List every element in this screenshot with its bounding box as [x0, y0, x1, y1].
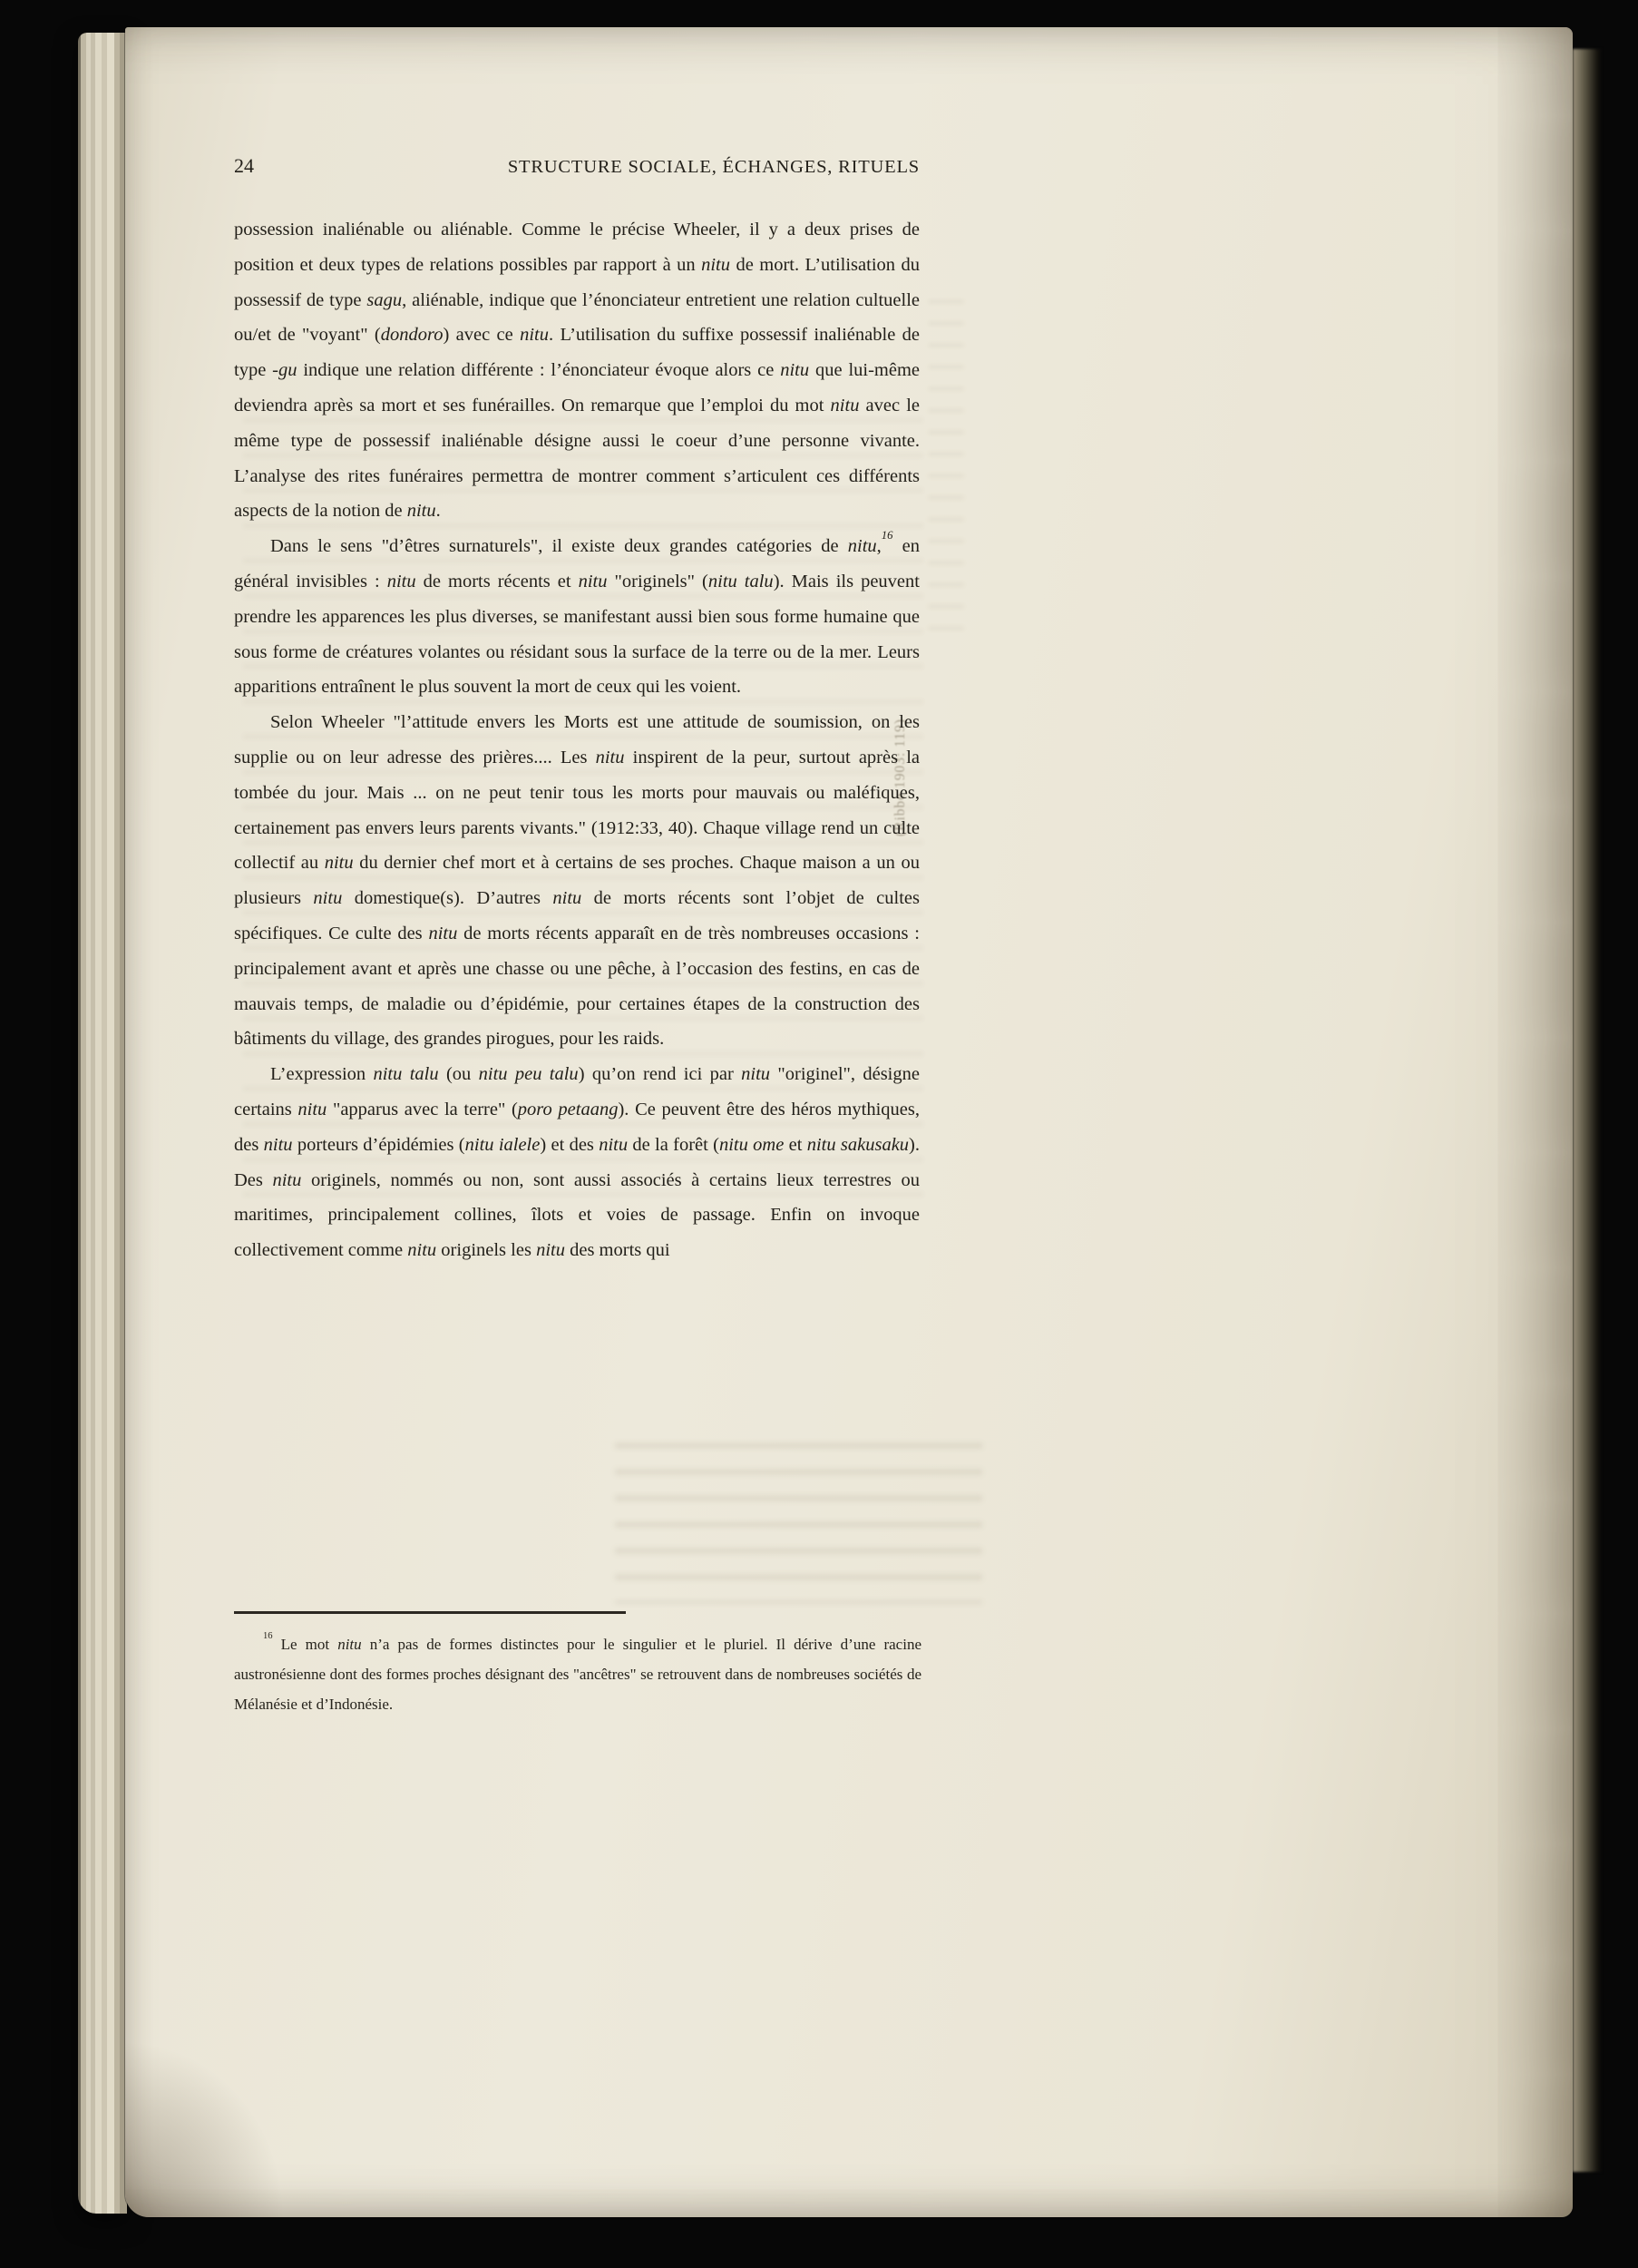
bleedthrough-smudge — [615, 1442, 982, 1604]
book-page — [125, 27, 1573, 2217]
page-header — [234, 154, 920, 178]
book-page-edges — [78, 33, 127, 2214]
running-title: STRUCTURE SOCIALE, ÉCHANGES, RITUELS — [507, 157, 920, 177]
body-paragraph-2: Dans le sens "d’êtres surnaturels", il existe deux grandes catégories de nitu,$^{16}$ en général invisibles : nitu de morts récents et nitu "originels" (nitu talu). Mais ils peuvent prendre les apparences les plus diverses, se manifestant aussi bien sous forme humaine que sous forme de créatures volantes ou résidant sous la surface de la terre ou de la mer. Leurs apparitions entraînent le plus souvent la mort de ceux qui les voient. — [234, 529, 921, 698]
footnote-rule — [234, 1611, 626, 1614]
page-corner-shadow — [125, 2027, 297, 2217]
body-text — [234, 212, 920, 1268]
footnote-16: $^{16}$ Le mot nitu n’a pas de formes distinctes pour le singulier et le pluriel. Il dérive d’une racine austronésienne dont des formes proches désignant des "ancêtres" se retrouvent dans de nombreuses sociétés de Mélanésie et d’Indonésie. — [234, 1631, 921, 1713]
bleedthrough-citation: (Ribbe 1903: 119) — [892, 718, 908, 836]
body-paragraph-1: possession inaliénable ou aliénable. Comme le précise Wheeler, il y a deux prises de position et deux types de relations possibles par rapport à un nitu de mort. L’utilisation du possessif de type sagu, aliénable, indique que l’énonciateur entretient une relation cultuelle ou/et de "voyant" (dondoro) avec ce nitu. L’utilisation du suffixe possessif inaliénable de type -gu indique une relation différente : l’énonciateur évoque alors ce nitu que lui-même deviendra après sa mort et ses funérailles. On remarque que l’emploi du mot nitu avec le même type de possessif inaliénable désigne aussi le coeur d’une personne vivante. L’analyse des rites funéraires permettra de montrer comment s’articulent ces différents aspects de la notion de nitu. — [234, 220, 921, 522]
body-paragraph-4: L’expression nitu talu (ou nitu peu talu) qu’on rend ici par nitu "originel", désigne certains nitu "apparus avec la terre" (poro petaang). Ce peuvent être des héros mythiques, des nitu porteurs d’épidémies (nitu ialele) et des nitu de la forêt (nitu ome et nitu sakusaku). Des nitu originels, nommés ou non, sont aussi associés à certains lieux terrestres ou maritimes, principalement collines, îlots et voies de passage. Enfin on invoque collectivement comme nitu originels les nitu des morts qui — [234, 1064, 921, 1261]
book-fore-edge — [1573, 49, 1602, 2172]
bleedthrough-smudge — [928, 299, 964, 644]
page-number: 24 — [234, 154, 254, 177]
body-paragraph-3: Selon Wheeler "l’attitude envers les Morts est une attitude de soumission, on les supplie ou on leur adresse des prières.... Les nitu inspirent de la peur, surtout après la tombée du jour. Mais ... on ne peut tenir tous les morts pour mauvais ou maléfiques, certainement pas envers leurs parents vivants." (1912:33, 40). Chaque village rend un culte collectif au nitu du dernier chef mort et à certains de ses proches. Chaque maison a un ou plusieurs nitu domestique(s). D’autres nitu de morts récents sont l’objet de cultes spécifiques. Ce culte des nitu de morts récents apparaît en de très nombreuses occasions : principalement avant et après une chasse ou une pêche, à l’occasion des festins, en cas de mauvais temps, de maladie ou d’épidémie, pour certaines étapes de la construction des bâtiments du village, des grandes pirogues, pour les raids. — [234, 712, 920, 1050]
